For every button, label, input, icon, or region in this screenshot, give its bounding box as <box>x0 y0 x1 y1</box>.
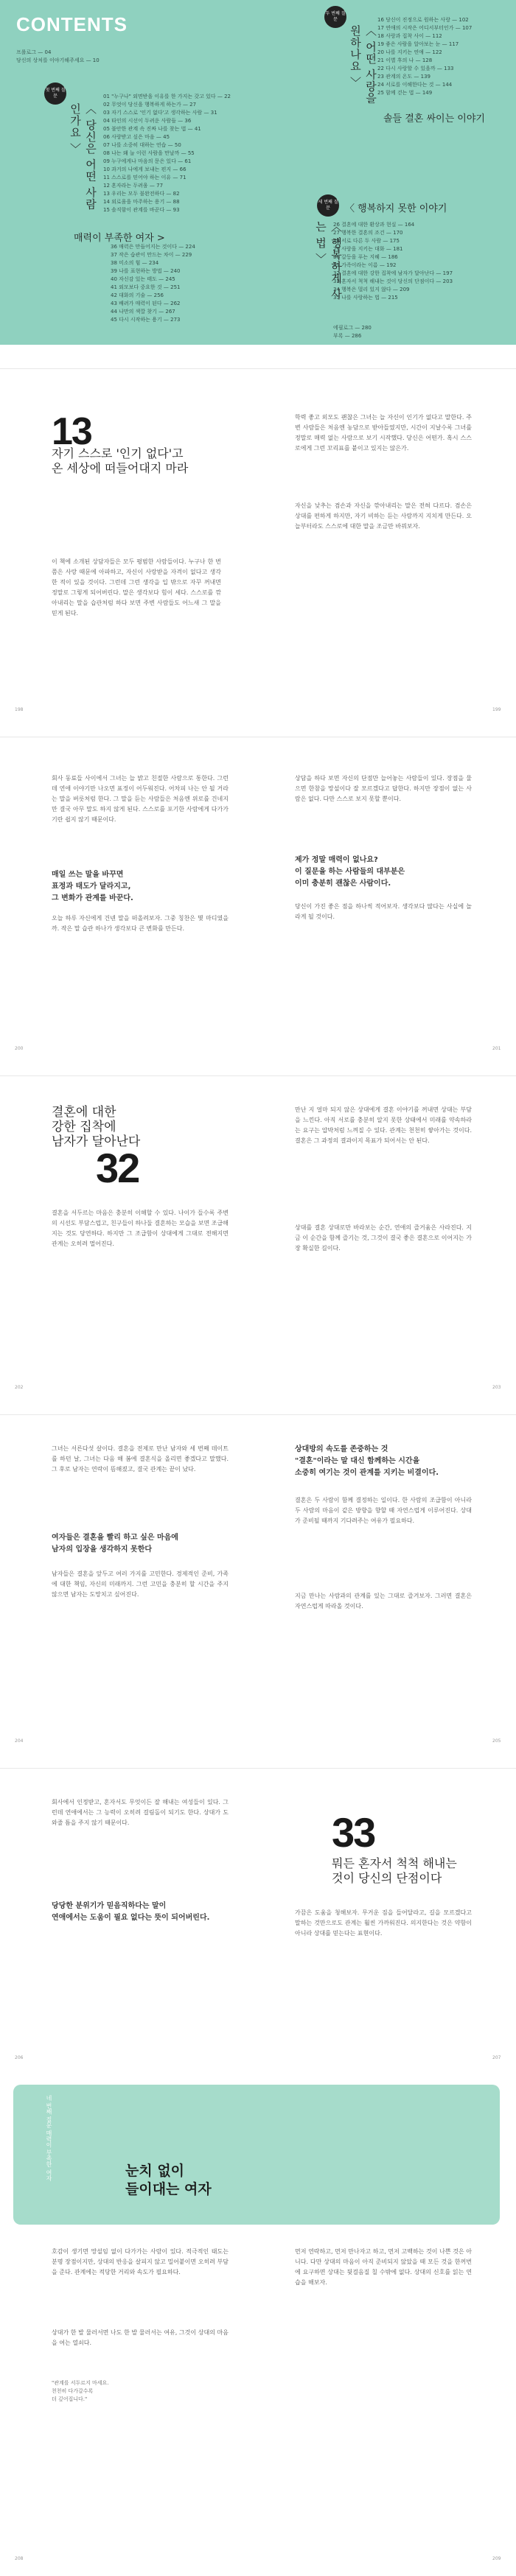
toc-intro <box>16 49 100 65</box>
chapter33-left-paragraph: 회사에서 인정받고, 혼자서도 무엇이든 잘 해내는 여성들이 있다. 그런데 연애에서는 그 능력이 오히려 걸림돌이 되기도 한다. 상대가 도와줄 틈을 주지 않기 때문이다. <box>52 1799 229 1826</box>
toc-row[interactable]: 26 결혼에 대한 환상과 현실 — 164 <box>333 222 415 228</box>
toc-row[interactable]: 14 외로움을 마주하는 용기 — 88 <box>103 199 180 205</box>
chapter13-number: 13 <box>52 410 91 453</box>
toc-row[interactable]: 38 미소의 힘 — 234 <box>111 260 159 266</box>
toc-row[interactable]: 41 외모보다 중요한 것 — 251 <box>111 284 181 290</box>
note-line: "관계를 서두르지 마세요. <box>52 2380 109 2386</box>
contents-title: CONTENTS <box>16 13 128 35</box>
toc-row[interactable]: 03 자기 스스로 '인기 없다'고 생각하는 사람 — 31 <box>103 110 217 116</box>
toc-row[interactable]: 08 나는 왜 늘 이런 사람을 만날까 — 55 <box>103 150 195 156</box>
toc-row[interactable]: 18 사랑과 집착 사이 — 112 <box>377 33 442 39</box>
toc-row[interactable]: 45 다시 시작하는 용기 — 273 <box>111 317 181 323</box>
part2-side-title: 솔들 결혼 싸이는 이야기 <box>383 113 485 124</box>
toc-row[interactable]: 프롤로그 — 04 <box>16 49 52 55</box>
page2-left-paragraph: 회사 동료들 사이에서 그녀는 늘 밝고 친절한 사람으로 통한다. 그런데 연애 이야기만 나오면 표정이 어두워진다. 어차피 나는 안 될 거라는 말을 버릇처럼 한다. 그 말을 듣는 사람들은 처음엔 위로를 건네지만 결국 아무 말도 하지 않게 된다. 스스로를 포기한 사람에게 다가가기란 쉽지 않기 때문이다. <box>52 775 229 823</box>
page-number: 207 <box>492 2055 501 2060</box>
chapter33-pull-quote <box>52 1901 236 1924</box>
pull-quote-line: 이미 충분히 괜찮은 사람이다. <box>295 880 391 888</box>
toc-row[interactable]: 17 연애의 시작은 어디서부터인가 — 107 <box>377 25 473 31</box>
toc-row[interactable]: 01 "누구나" 외면받을 이유를 한 가지는 갖고 있다 — 22 <box>103 94 231 99</box>
chapter33-title-line2: 것이 당신의 단점이다 <box>332 1871 442 1885</box>
toc-row[interactable]: 32 결혼에 대한 강한 집착에 남자가 달아난다 — 197 <box>333 270 453 276</box>
toc-row[interactable]: 31 가족이라는 이름 — 192 <box>333 262 397 268</box>
toc-row[interactable]: 당신의 상처를 이야기해주세요 — 10 <box>16 57 100 63</box>
spread-divider <box>0 1768 516 1769</box>
page4-right-paragraph: 결혼은 두 사람이 함께 결정하는 일이다. 한 사람의 조급함이 아니라 두 사람의 마음이 같은 방향을 향할 때 자연스럽게 이루어진다. 상대가 준비될 때까지 기다려주는 여유가 필요하다. <box>295 1497 472 1524</box>
toc-row[interactable]: 에필로그 — 280 <box>333 325 372 331</box>
chapter32-title <box>52 1105 140 1149</box>
chapter32-title-line2: 강한 집착에 <box>52 1120 116 1134</box>
page-number: 208 <box>15 2556 24 2561</box>
toc-row[interactable]: 05 불안한 관계 속 진짜 나를 찾는 법 — 41 <box>103 126 201 132</box>
pull-quote-line: 소중히 여기는 것이 관계를 지키는 비결이다. <box>295 1469 439 1477</box>
chapter33-title-line1: 뭐든 혼자서 척척 해내는 <box>332 1856 457 1870</box>
toc-row[interactable]: 07 나를 소중히 대하는 연습 — 50 <box>103 142 181 148</box>
chapter33-number: 33 <box>332 1809 375 1856</box>
chapter32-number: 32 <box>96 1145 139 1191</box>
pull-quote-line: 남자의 입장을 생각하지 못한다 <box>52 1545 153 1554</box>
pull-quote-line: 표정과 태도가 달라지고, <box>52 882 131 891</box>
chapter13-left-paragraph: 이 책에 소개된 상담자들은 모두 평범한 사람들이다. 누구나 한 번쯤은 사랑 때문에 아파하고, 자신이 사랑받을 자격이 없다고 생각한 적이 있을 것이다. 그런데 그런 생각을 입 밖으로 자꾸 꺼내면 정말로 그렇게 되어버린다. 말은 생각보다 힘이 세다. 스스로를 깎아내리는 말을 습관처럼 하다 보면 주변 사람들도 어느새 그 말을 믿게 된다. <box>52 558 221 617</box>
toc-row[interactable]: 42 대화의 기술 — 256 <box>111 292 164 298</box>
toc-row[interactable]: 34 행복은 멀리 있지 않다 — 209 <box>333 287 410 292</box>
pull-quote-line: 당당한 분위기가 믿음직하다는 말이 <box>52 1902 167 1910</box>
part2-toc <box>377 16 472 97</box>
part1-vertical-title: 〈 당신은 어떤 사람인가요 〉 <box>69 103 97 211</box>
toc-row[interactable]: 23 관계의 온도 — 139 <box>377 74 430 80</box>
page-number: 205 <box>492 1738 501 1744</box>
pull-quote-line: "결혼"이라는 말 대신 함께하는 시간을 <box>295 1457 420 1465</box>
toc-row[interactable]: 39 나를 표현하는 방법 — 240 <box>111 268 181 274</box>
chapter13-title-line1: 자기 스스로 '인기 없다'고 <box>52 446 184 460</box>
note-line: 천천히 다가갈수록 <box>52 2388 94 2394</box>
pull-quote-line: 그 변화가 관계를 바꾼다. <box>52 894 133 902</box>
pull-quote-line: 제가 정말 매력이 없나요? <box>295 856 378 864</box>
part3-vertical-title: 〈 행복하게 사는 법 〉 <box>314 221 343 301</box>
toc-row[interactable]: 40 자신감 있는 태도 — 245 <box>111 276 175 282</box>
pull-quote-line: 이 질문을 하는 사람들의 대부분은 <box>295 868 405 876</box>
page4-right-pull-quote <box>295 1444 479 1479</box>
part3-toc <box>333 221 453 302</box>
page2-right-paragraph: 상담을 하다 보면 자신의 단점만 늘어놓는 사람들이 있다. 장점을 물으면 한참을 망설이다 잘 모르겠다고 답한다. 하지만 장점이 없는 사람은 없다. 다만 스스로 보지 못할 뿐이다. <box>295 775 472 802</box>
chapter13-right-paragraph-2: 자신을 낮추는 겸손과 자신을 깎아내리는 말은 전혀 다르다. 겸손은 상대를 편하게 하지만, 자기 비하는 듣는 사람까지 지치게 만든다. 오늘부터라도 스스로에 대한 말을 조금만 바꿔보자. <box>295 502 472 530</box>
part4-toc <box>111 243 195 324</box>
chapter32-right-paragraph: 만난 지 얼마 되지 않은 상대에게 결혼 이야기를 꺼내면 상대는 부담을 느낀다. 아직 서로를 충분히 알지 못한 상태에서 미래를 약속하라는 요구는 압박처럼 느껴질 수 있다. 관계는 천천히 쌓아가는 것이다. 결혼은 그 과정의 결과이지 목표가 되어서는 안 된다. <box>295 1106 472 1144</box>
page-number: 209 <box>492 2556 501 2561</box>
toc-row[interactable]: 27 행복한 결혼의 조건 — 170 <box>333 230 403 236</box>
chapter13-right-paragraph-1: 학력 좋고 외모도 괜찮은 그녀는 늘 자신이 인기가 없다고 말한다. 주변 사람들은 처음엔 농담으로 받아들였지만, 시간이 지날수록 그녀를 정말로 매력 없는 사람으로 보기 시작했다. 당신은 어떤가. 혹시 스스로에게 그런 꼬리표를 붙이고 있지는 않은가. <box>295 414 472 452</box>
pull-quote-line: 매일 쓰는 말을 바꾸면 <box>52 871 124 879</box>
toc-row[interactable]: 37 작은 습관이 만드는 차이 — 229 <box>111 252 192 258</box>
toc-row[interactable]: 02 무엇이 당신을 행복하게 하는가 — 27 <box>103 102 197 108</box>
page4-left-paragraph-2: 남자들은 결혼을 앞두고 여러 가지를 고민한다. 경제적인 준비, 가족에 대한 책임, 자신의 미래까지. 그런 고민을 충분히 할 시간을 주지 않으면 남자는 도망치고 싶어진다. <box>52 1570 229 1598</box>
page-number: 204 <box>15 1738 24 1744</box>
final-left-paragraph-2: 상대가 한 발 물러서면 나도 한 발 물러서는 여유, 그것이 상대의 마음을 여는 열쇠다. <box>52 2329 229 2346</box>
toc-row[interactable]: 30 갈등을 푸는 지혜 — 186 <box>333 254 398 260</box>
part1-badge: 첫 번째 질문 <box>44 83 66 105</box>
part3-side-title: 〈 행복하지 못한 이야기 <box>345 203 447 214</box>
part1-toc <box>103 93 231 214</box>
chapter32-title-line1: 결혼에 대한 <box>52 1105 116 1120</box>
toc-row[interactable]: 09 누구에게나 마음의 문은 있다 — 61 <box>103 158 192 164</box>
final-right-paragraph: 먼저 연락하고, 먼저 만나자고 하고, 먼저 고백하는 것이 나쁜 것은 아니다. 다만 상대의 마음이 아직 준비되지 않았을 때 모든 것을 한꺼번에 요구하면 상대는 뒷걸음질 칠 수밖에 없다. 상대의 신호를 읽는 연습을 해보자. <box>295 2248 472 2286</box>
chapter13-title-line2: 온 세상에 떠들어대지 마라 <box>52 461 189 475</box>
chapter32-title-line3: 남자가 달아난다 <box>52 1134 141 1149</box>
chapter33-title <box>332 1856 457 1886</box>
toc-row[interactable]: 21 이별 후의 나 — 128 <box>377 57 433 63</box>
pull-quote-line: 여자들은 결혼을 빨리 하고 싶은 마음에 <box>52 1534 178 1542</box>
page-number: 201 <box>492 1046 501 1051</box>
spread-divider <box>0 1414 516 1415</box>
page-number: 200 <box>15 1046 24 1051</box>
part2-vertical-title: 〈 어떤 사랑을 원하나요 〉 <box>349 25 377 105</box>
page-number: 203 <box>492 1385 501 1390</box>
pull-quote-line: 연애에서는 도움이 필요 없다는 뜻이 되어버린다. <box>52 1914 210 1922</box>
toc-row[interactable]: 11 스스로를 믿어야 하는 이유 — 71 <box>103 175 186 180</box>
page2-pull-quote <box>52 869 229 905</box>
page-number: 202 <box>15 1385 24 1390</box>
chapter32-left-paragraph: 결혼을 서두르는 마음은 충분히 이해할 수 있다. 나이가 들수록 주변의 시선도 부담스럽고, 친구들이 하나둘 결혼하는 모습을 보면 조급해지는 것도 당연하다. 하지만 그 조급함이 상대에게 그대로 전해지면 관계는 오히려 멀어진다. <box>52 1210 229 1247</box>
toc-row[interactable]: 13 우리는 모두 불완전하다 — 82 <box>103 191 180 197</box>
part2-badge: 두 번째 질문 <box>324 6 346 28</box>
page4-pull-quote <box>52 1532 236 1556</box>
section-header-title-line2: 들이대는 여자 <box>125 2181 212 2197</box>
toc-row[interactable]: 12 혼자라는 두려움 — 77 <box>103 183 164 189</box>
toc-row[interactable]: 24 서로를 이해한다는 것 — 144 <box>377 82 453 88</box>
page2-right-pull-quote <box>295 854 472 890</box>
toc-row[interactable]: 19 좋은 사람을 알아보는 눈 — 117 <box>377 41 459 47</box>
chapter33-right-paragraph: 가끔은 도움을 청해보자. 무거운 짐을 들어달라고, 길을 모르겠다고 말하는 것만으로도 관계는 훨씬 가까워진다. 의지한다는 것은 약함이 아니라 상대를 믿는다는 표현이다. <box>295 1909 472 1937</box>
pull-quote-line: 상대방의 속도를 존중하는 것 <box>295 1445 388 1453</box>
toc-row[interactable]: 10 과거의 나에게 보내는 편지 — 66 <box>103 166 186 172</box>
page-number: 206 <box>15 2055 24 2060</box>
toc-row[interactable]: 43 배려가 매력이 된다 — 262 <box>111 301 181 306</box>
chapter13-title <box>52 446 188 476</box>
toc-row[interactable]: 29 사랑을 지키는 대화 — 181 <box>333 246 403 252</box>
note-line: 더 깊어집니다." <box>52 2396 88 2402</box>
toc-row[interactable]: 06 사랑받고 싶은 마음 — 45 <box>103 134 170 140</box>
spread-divider <box>0 368 516 369</box>
page4-left-paragraph: 그녀는 서른다섯 살이다. 결혼을 전제로 만난 남자와 세 번째 데이트를 하던 날, 그녀는 다음 해 봄에 결혼식을 올리면 좋겠다고 말했다. 그 후로 남자는 연락이 뜸해졌고, 결국 관계는 끝이 났다. <box>52 1445 229 1473</box>
spread-divider <box>0 1075 516 1076</box>
page-number: 198 <box>15 707 24 712</box>
section-header-title-line1: 눈치 없이 <box>125 2163 185 2179</box>
page-number: 199 <box>492 707 501 712</box>
page2-left-paragraph-2: 오늘 하루 자신에게 건넨 말을 떠올려보자. 그중 칭찬은 몇 마디였을까. 작은 말 습관 하나가 생각보다 큰 변화를 만든다. <box>52 915 229 932</box>
final-note <box>52 2379 109 2404</box>
chapter32-right-paragraph-2: 상대를 결혼 상대로만 바라보는 순간, 연애의 즐거움은 사라진다. 지금 이 순간을 함께 즐기는 것, 그것이 결국 좋은 결혼으로 이어지는 가장 확실한 길이다. <box>295 1224 472 1252</box>
toc-row[interactable]: 35 나를 사랑하는 법 — 215 <box>333 295 398 301</box>
section-header-subtitle: 네 번째 질문 매력이 부족한 여자 <box>46 2095 52 2181</box>
page4-right-paragraph-2: 지금 만나는 사람과의 관계를 있는 그대로 즐겨보자. 그러면 결혼은 자연스럽게 따라올 것이다. <box>295 1593 472 1610</box>
final-left-paragraph: 호감이 생기면 망설임 없이 다가가는 사람이 있다. 적극적인 태도는 분명 장점이지만, 상대의 반응을 살피지 않고 밀어붙이면 오히려 부담을 준다. 관계에는 적당한 거리와 속도가 필요하다. <box>52 2248 229 2275</box>
toc-row[interactable]: 22 다시 사랑할 수 있을까 — 133 <box>377 66 454 71</box>
section-header-title <box>125 2162 212 2199</box>
toc-row[interactable]: 25 함께 걷는 법 — 149 <box>377 90 433 96</box>
section-header-box <box>13 2085 500 2225</box>
toc-row[interactable]: 44 나만의 색깔 찾기 — 267 <box>111 309 175 315</box>
contents-spread <box>0 0 516 345</box>
part3-badge: 세 번째 질문 <box>317 194 339 217</box>
toc-row[interactable]: 16 당신이 진정으로 원하는 사랑 — 102 <box>377 17 469 23</box>
page2-right-paragraph-2: 당신이 가진 좋은 점을 하나씩 적어보자. 생각보다 많다는 사실에 놀라게 될 것이다. <box>295 903 472 920</box>
toc-row[interactable]: 36 매력은 만들어지는 것이다 — 224 <box>111 244 195 250</box>
toc-row[interactable]: 28 서로 다른 두 사람 — 175 <box>333 238 400 244</box>
toc-row[interactable]: 15 솔직함이 관계를 바꾼다 — 93 <box>103 207 180 213</box>
toc-row[interactable]: 33 혼자서 척척 해내는 것이 당신의 단점이다 — 203 <box>333 278 453 284</box>
part4-title: 매력이 부족한 여자 > <box>74 233 165 244</box>
toc-row[interactable]: 20 나를 지키는 연애 — 122 <box>377 49 442 55</box>
toc-epilogue <box>333 324 372 340</box>
toc-row[interactable]: 부록 — 286 <box>333 333 362 339</box>
toc-row[interactable]: 04 타인의 시선이 두려운 사람들 — 36 <box>103 118 192 124</box>
